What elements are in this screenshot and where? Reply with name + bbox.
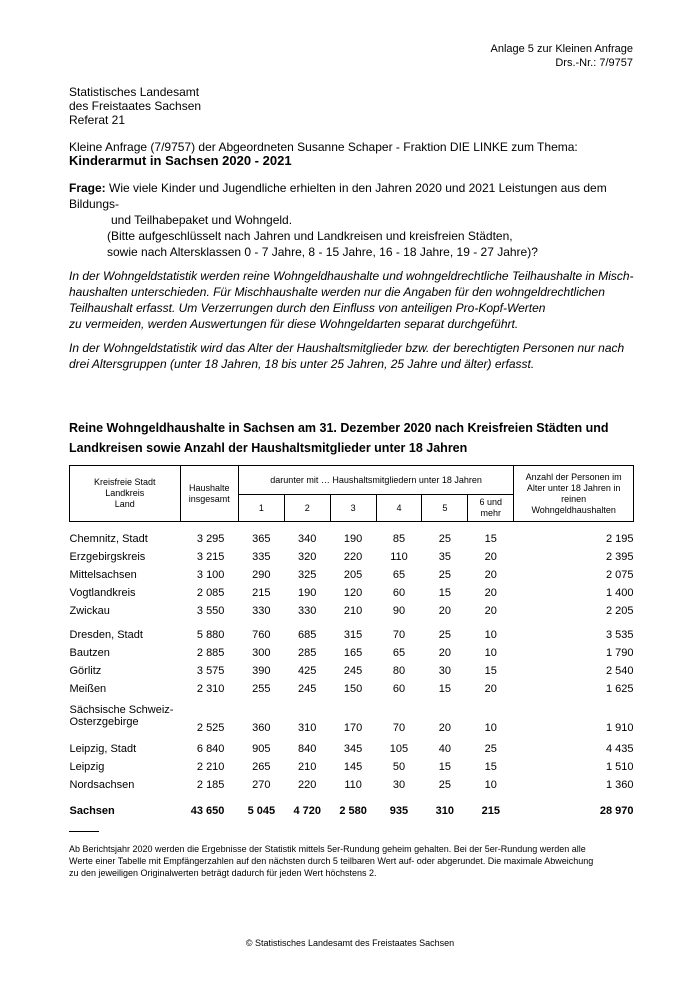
- header-text: insgesamt: [188, 493, 230, 504]
- persons-cell: 3 535: [605, 629, 634, 641]
- count-4-cell: 60: [392, 587, 406, 599]
- count-2-cell: 840: [298, 743, 317, 755]
- region-name: Chemnitz, Stadt: [69, 533, 148, 545]
- total-cell: 3 575: [196, 665, 225, 677]
- count-5-cell: 15: [438, 587, 451, 599]
- persons-cell: 1 510: [605, 761, 634, 773]
- count-1-cell: 390: [252, 665, 271, 677]
- persons-cell: 2 540: [605, 665, 634, 677]
- count-4-cell: 60: [392, 683, 406, 695]
- count-6-cell: 20: [484, 605, 497, 617]
- count-2-cell: 190: [298, 587, 317, 599]
- annex-reference: [491, 42, 634, 70]
- method-note-2: [69, 340, 649, 372]
- table-row: [70, 662, 634, 680]
- count-6-cell: 20: [484, 569, 497, 581]
- persons-cell: 1 790: [605, 647, 634, 659]
- persons-cell: 4 435: [605, 743, 634, 755]
- count-5-cell: 20: [438, 647, 451, 659]
- header-text: Haushalte: [188, 482, 230, 493]
- count-2-cell: 340: [298, 533, 317, 545]
- note-line: zu vermeiden, werden Auswertungen für diese Wohngeldarten separat durchgeführt.: [69, 317, 519, 331]
- count-2-cell: 685: [298, 629, 317, 641]
- total-cell: 2 210: [196, 761, 225, 773]
- question-label: Frage:: [69, 181, 106, 195]
- inquiry-line: Kleine Anfrage (7/9757) der Abgeordneten Susanne Schaper - Fraktion DIE LINKE zum Thema:: [69, 140, 578, 154]
- count-3-cell: 170: [343, 722, 363, 734]
- question-text-2: und Teilhabepaket und Wohngeld.: [111, 213, 293, 227]
- count-5-cell: 25: [438, 569, 451, 581]
- count-1-cell: 335: [252, 551, 271, 563]
- footnote: [69, 843, 639, 879]
- count-2-cell: 220: [298, 779, 317, 791]
- count-6-cell: 20: [484, 683, 497, 695]
- table-row: [70, 522, 634, 549]
- count-3-cell: 120: [343, 587, 363, 599]
- count-6-cell: 15: [484, 665, 497, 677]
- sender-line-3: Referat 21: [69, 113, 126, 127]
- question-text-4: sowie nach Altersklassen 0 - 7 Jahre, 8 - 15 Jahre, 16 - 18 Jahre, 19 - 27 Jahre)?: [107, 245, 538, 259]
- inquiry-topic: Kinderarmut in Sachsen 2020 - 2021: [69, 153, 292, 168]
- table-title-line: Reine Wohngeldhaushalte in Sachsen am 31. Dezember 2020 nach Kreisfreien Städten und: [69, 421, 609, 435]
- count-1-cell: 760: [252, 629, 271, 641]
- total-cell: 2 185: [196, 779, 225, 791]
- count-4-cell: 85: [392, 533, 406, 545]
- count-3-cell: 220: [343, 551, 363, 563]
- table-row: [70, 584, 634, 602]
- region-name: Dresden, Stadt: [69, 629, 143, 641]
- footnote-line: Werte einer Tabelle mit Empfängerzahlen auf den nächsten durch 5 teilbaren Wert auf- oder abgerundet. Die maximale Abweichung: [69, 856, 594, 866]
- header-col-3: 3: [330, 495, 376, 522]
- question-text-1: Wie viele Kinder und Jugendliche erhielten in den Jahren 2020 und 2021 Leistungen aus dem Bildungs-: [69, 181, 607, 211]
- count-5-cell: 20: [438, 605, 451, 617]
- count-5-cell: 15: [438, 683, 451, 695]
- count-4-cell: 50: [392, 761, 406, 773]
- persons-cell: 1 910: [605, 722, 634, 734]
- question-block: [69, 180, 649, 260]
- header-persons: [514, 466, 634, 522]
- header-text: Anzahl der Personen im: [525, 471, 622, 482]
- count-5-cell: 25: [438, 779, 451, 791]
- table-row: [70, 680, 634, 698]
- table-row: [70, 734, 634, 758]
- count-5-cell: 35: [438, 551, 451, 563]
- region-name: Sachsen: [69, 805, 115, 817]
- count-2-cell: 4 720: [293, 805, 321, 817]
- region-name: Erzgebirgskreis: [69, 551, 146, 563]
- count-4-cell: 90: [392, 605, 406, 617]
- count-3-cell: 2 580: [339, 805, 367, 817]
- count-2-cell: 310: [298, 722, 317, 734]
- count-4-cell: 80: [392, 665, 406, 677]
- persons-cell: 1 625: [605, 683, 634, 695]
- note-line: In der Wohngeldstatistik werden reine Wohngeldhaushalte und wohngeldrechtliche Teilhaushalte in Misch-: [69, 269, 634, 283]
- count-4-cell: 65: [392, 647, 406, 659]
- footnote-line: zu den jeweiligen Originalwerten beträgt dadurch für jeden Wert höchstens 2.: [69, 868, 377, 878]
- table-row: [70, 566, 634, 584]
- count-2-cell: 425: [298, 665, 317, 677]
- header-text: Alter unter 18 Jahren in: [526, 482, 621, 493]
- sender-line-2: des Freistaates Sachsen: [69, 99, 202, 113]
- data-table: [69, 465, 634, 822]
- document-number: Drs.-Nr.: 7/9757: [555, 57, 633, 69]
- footnote-divider: [69, 831, 99, 832]
- count-6-cell: 20: [484, 551, 497, 563]
- region-name: Görlitz: [69, 665, 102, 677]
- header-col-1: 1: [238, 495, 284, 522]
- method-note-1: [69, 268, 649, 332]
- header-text: Landkreis: [105, 488, 145, 498]
- count-5-cell: 25: [438, 533, 451, 545]
- count-6-cell: 215: [481, 805, 500, 817]
- count-3-cell: 110: [344, 779, 362, 791]
- header-col-2: 2: [284, 495, 330, 522]
- footnote-line: Ab Berichtsjahr 2020 werden die Ergebnisse der Statistik mittels 5er-Rundung geheim gehalten. Bei der 5er-Rundung werden alle: [69, 844, 586, 854]
- region-name: Meißen: [69, 683, 107, 695]
- header-text: Kreisfreie Stadt: [94, 477, 156, 487]
- persons-cell: 2 195: [605, 533, 634, 545]
- count-3-cell: 190: [343, 533, 363, 545]
- count-6-cell: 20: [484, 587, 497, 599]
- count-1-cell: 360: [252, 722, 271, 734]
- count-2-cell: 325: [298, 569, 317, 581]
- persons-cell: 28 970: [599, 805, 634, 817]
- region-name: Bautzen: [69, 647, 110, 659]
- header-col-5: 5: [422, 495, 468, 522]
- count-4-cell: 105: [389, 743, 409, 755]
- count-1-cell: 330: [252, 605, 271, 617]
- count-6-cell: 15: [484, 533, 497, 545]
- count-3-cell: 205: [343, 569, 363, 581]
- table-row: [70, 698, 634, 734]
- count-6-cell: 10: [484, 779, 497, 791]
- count-3-cell: 315: [343, 629, 363, 641]
- count-2-cell: 210: [298, 761, 317, 773]
- count-4-cell: 935: [389, 805, 409, 817]
- sender-line-1: Statistisches Landesamt: [69, 85, 200, 99]
- region-name-line: Osterzgebirge: [69, 716, 139, 728]
- count-6-cell: 10: [484, 647, 497, 659]
- count-6-cell: 15: [484, 761, 497, 773]
- region-name: Vogtlandkreis: [69, 587, 136, 599]
- header-total: [180, 466, 238, 522]
- header-col-6: [468, 495, 514, 522]
- header-text: 6 und: [479, 497, 503, 507]
- count-3-cell: 145: [343, 761, 363, 773]
- count-1-cell: 265: [252, 761, 271, 773]
- total-cell: 3 100: [196, 569, 225, 581]
- persons-cell: 2 205: [605, 605, 634, 617]
- count-1-cell: 255: [252, 683, 271, 695]
- header-group: darunter mit … Haushaltsmitgliedern unter 18 Jahren: [238, 466, 513, 495]
- note-line: drei Altersgruppen (unter 18 Jahren, 18 bis unter 25 Jahren, 25 Jahre und älter) erfasst.: [69, 357, 535, 371]
- count-2-cell: 330: [298, 605, 317, 617]
- table-row: [70, 644, 634, 662]
- table-row: [70, 758, 634, 776]
- count-1-cell: 5 045: [247, 805, 276, 817]
- count-6-cell: 10: [484, 722, 497, 734]
- count-3-cell: 150: [343, 683, 363, 695]
- region-name: Leipzig: [69, 761, 105, 773]
- header-text: reinen: [561, 493, 587, 504]
- count-5-cell: 25: [438, 629, 451, 641]
- count-3-cell: 210: [343, 605, 363, 617]
- annex-line: Anlage 5 zur Kleinen Anfrage: [490, 43, 633, 55]
- sender-block: [69, 85, 201, 127]
- header-text: mehr: [480, 508, 502, 518]
- region-name: Nordsachsen: [69, 779, 135, 791]
- table-row: [70, 620, 634, 644]
- count-6-cell: 25: [484, 743, 497, 755]
- persons-cell: 2 075: [605, 569, 634, 581]
- table-row: [70, 602, 634, 620]
- count-5-cell: 20: [438, 722, 451, 734]
- count-4-cell: 110: [390, 551, 408, 563]
- header-col-4: 4: [376, 495, 422, 522]
- count-3-cell: 245: [343, 665, 363, 677]
- count-1-cell: 290: [252, 569, 271, 581]
- persons-cell: 1 400: [605, 587, 634, 599]
- total-cell: 2 085: [196, 587, 225, 599]
- table-title-line: Landkreisen sowie Anzahl der Haushaltsmitglieder unter 18 Jahren: [69, 441, 468, 455]
- count-4-cell: 30: [392, 779, 406, 791]
- count-1-cell: 905: [252, 743, 271, 755]
- total-cell: 3 215: [196, 551, 225, 563]
- copyright: © Statistisches Landesamt des Freistaates Sachsen: [245, 938, 455, 948]
- persons-cell: 1 360: [605, 779, 634, 791]
- persons-cell: 2 395: [605, 551, 634, 563]
- total-cell: 43 650: [190, 805, 225, 817]
- count-6-cell: 10: [484, 629, 497, 641]
- count-2-cell: 285: [298, 647, 317, 659]
- count-4-cell: 70: [392, 629, 406, 641]
- region-name: [70, 698, 181, 734]
- count-3-cell: 345: [343, 743, 363, 755]
- count-5-cell: 15: [438, 761, 451, 773]
- header-text: Wohngeldhaushalten: [531, 504, 616, 515]
- note-line: In der Wohngeldstatistik wird das Alter der Haushaltsmitglieder bzw. der berechtigten Personen nur nach: [69, 341, 625, 355]
- count-2-cell: 320: [298, 551, 317, 563]
- total-cell: 2 310: [196, 683, 225, 695]
- count-1-cell: 365: [252, 533, 271, 545]
- total-cell: 3 295: [196, 533, 225, 545]
- count-5-cell: 40: [438, 743, 451, 755]
- count-1-cell: 270: [252, 779, 271, 791]
- total-cell: 6 840: [196, 743, 225, 755]
- total-cell: 5 880: [196, 629, 225, 641]
- count-5-cell: 310: [435, 805, 455, 817]
- count-1-cell: 300: [252, 647, 271, 659]
- count-4-cell: 65: [392, 569, 406, 581]
- note-line: Teilhaushalt erfasst. Um Verzerrungen durch den Einfluss von anteiligen Pro-Kopf-Werten: [69, 301, 546, 315]
- total-cell: 3 550: [196, 605, 225, 617]
- region-name: Mittelsachsen: [69, 569, 137, 581]
- count-5-cell: 30: [438, 665, 451, 677]
- count-3-cell: 165: [343, 647, 363, 659]
- count-4-cell: 70: [392, 722, 406, 734]
- question-text-3: (Bitte aufgeschlüsselt nach Jahren und Landkreisen und kreisfreien Städten,: [107, 229, 513, 243]
- region-name: Zwickau: [69, 605, 110, 617]
- header-text: Land: [114, 499, 135, 509]
- total-cell: 2 525: [196, 722, 225, 734]
- count-1-cell: 215: [252, 587, 271, 599]
- total-cell: 2 885: [196, 647, 225, 659]
- table-sum-row: [70, 794, 634, 822]
- table-row: [70, 776, 634, 794]
- region-name: Leipzig, Stadt: [69, 743, 137, 755]
- region-name-line: Sächsische Schweiz-: [69, 704, 174, 716]
- header-region: [70, 466, 181, 522]
- note-line: haushalten unterschieden. Für Mischhaushalte werden nur die Angaben für den wohngeldrechtlichen: [69, 285, 605, 299]
- table-row: [70, 548, 634, 566]
- count-2-cell: 245: [298, 683, 317, 695]
- table-title: [69, 418, 649, 458]
